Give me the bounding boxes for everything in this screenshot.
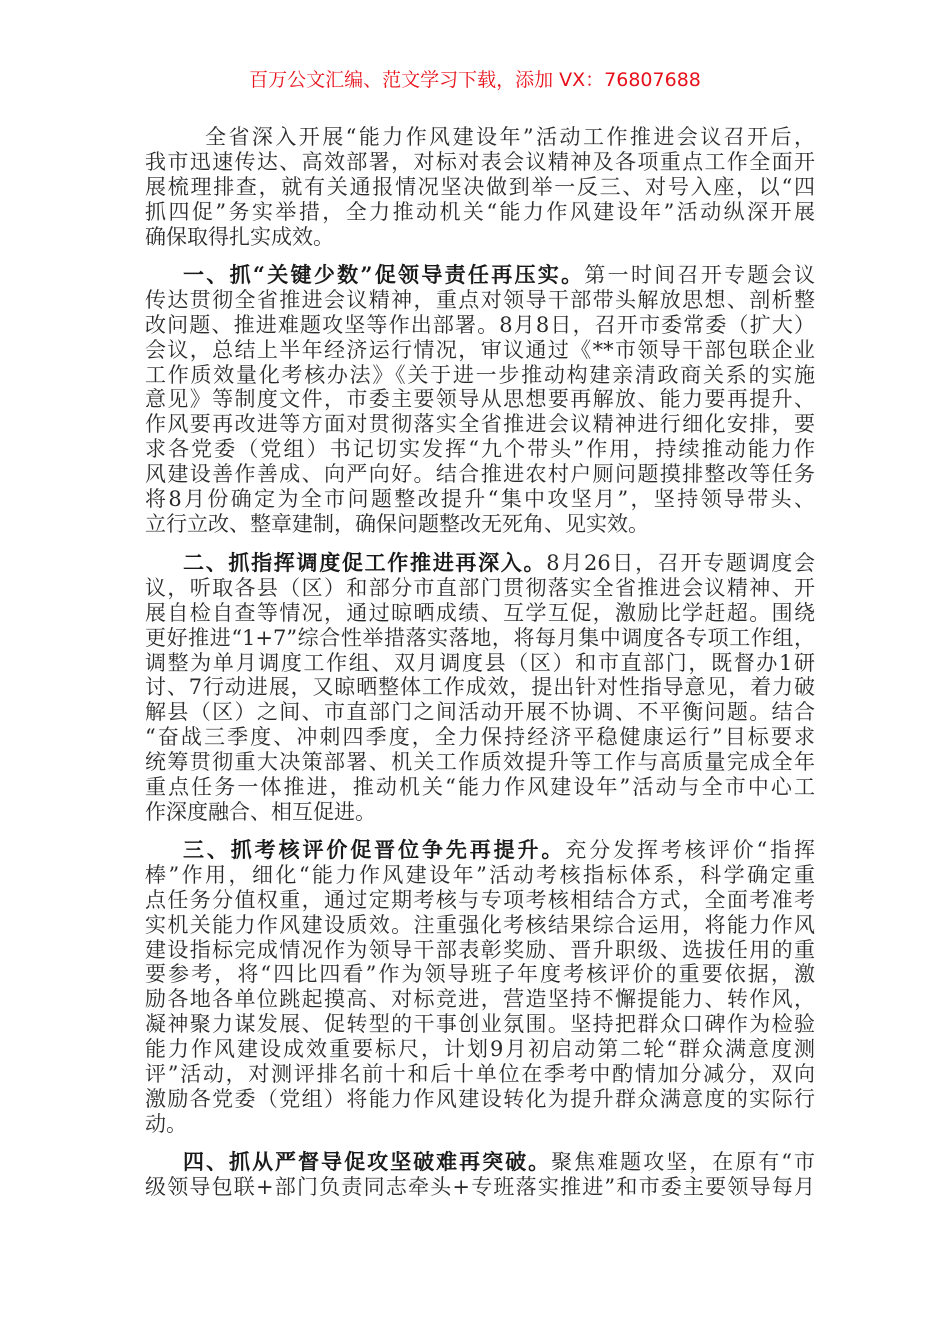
line-text: 重点任务一体推进，推动机关“能力作风建设年”活动与全市中心工 <box>145 775 815 800</box>
text-line <box>145 437 815 462</box>
text-line <box>145 626 815 651</box>
line-text: “奋战三季度、冲刺四季度，全力保持经济平稳健康运行”目标要求 <box>145 725 815 750</box>
section-paragraph <box>145 551 815 825</box>
text-line <box>145 962 815 987</box>
text-line <box>145 1112 815 1137</box>
section-heading: 二、抓指挥调度促工作推进再深入。 <box>183 550 547 575</box>
line-text: 棒”作用，细化“能力作风建设年”活动考核指标体系，科学确定重 <box>145 862 815 887</box>
line-text: 全省深入开展“能力作风建设年”活动工作推进会议召开后， <box>205 125 815 149</box>
line-text: 工作质效量化考核办法》《关于进一步推动构建亲清政商关系的实施 <box>145 362 815 387</box>
line-text: 凝神聚力谋发展、促转型的干事创业氛围。坚持把群众口碑作为检验 <box>145 1012 815 1037</box>
text-line <box>145 125 815 150</box>
text-line <box>145 1037 815 1062</box>
text-line <box>145 1150 815 1175</box>
text-line <box>145 200 815 225</box>
text-line <box>145 700 815 725</box>
line-text: 8月26日，召开专题调度会 <box>546 551 815 575</box>
line-text: 统筹贯彻重大决策部署、机关工作质效提升等工作与高质量完成全年 <box>145 750 815 775</box>
text-line <box>145 1062 815 1087</box>
text-line <box>145 775 815 800</box>
text-line <box>145 1087 815 1112</box>
line-text: 动。 <box>145 1111 187 1136</box>
text-line <box>145 288 815 313</box>
line-text: 解县（区）之间、市直部门之间活动开展不协调、不平衡问题。结合 <box>145 700 815 725</box>
text-line <box>145 913 815 938</box>
text-line <box>145 1012 815 1037</box>
text-line <box>145 800 815 825</box>
line-text: 更好推进“1+7”综合性举措落实落地，将每月集中调度各专项工作组， <box>145 625 815 650</box>
line-text: 抓四促”务实举措，全力推动机关“能力作风建设年”活动纵深开展 <box>145 199 815 224</box>
text-line <box>145 725 815 750</box>
text-line <box>145 838 815 863</box>
text-line <box>145 363 815 388</box>
line-text: 将8月份确定为全市问题整改提升“集中攻坚月”，坚持领导带头、 <box>145 487 815 512</box>
line-text: 第一时间召开专题会议 <box>584 263 815 287</box>
line-text: 聚焦难题攻坚，在原有“市 <box>551 1150 815 1174</box>
text-line <box>145 1175 815 1200</box>
text-line <box>145 412 815 437</box>
line-text: 建设指标完成情况作为领导干部表彰奖励、晋升职级、选拔任用的重 <box>145 937 815 962</box>
intro-paragraph <box>145 125 815 249</box>
line-text: 意见》等制度文件，市委主要领导从思想要再解放、能力要再提升、 <box>145 387 815 412</box>
section-heading: 四、抓从严督导促攻坚破难再突破。 <box>183 1149 552 1174</box>
text-line <box>145 651 815 676</box>
line-text: 讨、7行动进展，又晾晒整体工作成效，提出针对性指导意见，着力破 <box>145 675 815 700</box>
line-text: 立行立改、整章建制，确保问题整改无死角、见实效。 <box>145 511 649 536</box>
text-line <box>145 863 815 888</box>
download-banner: 百万公文汇编、范文学习下载，添加 VX：76807688 <box>249 69 701 91</box>
text-line <box>145 938 815 963</box>
text-line <box>145 487 815 512</box>
text-line <box>145 462 815 487</box>
line-text: 会议，总结上半年经济运行情况，审议通过《**市领导干部包联企业 <box>145 337 815 362</box>
line-text: 展自检自查等情况，通过晾晒成绩、互学互促，激励比学赶超。围绕 <box>145 600 815 625</box>
text-line <box>145 263 815 288</box>
line-text: 点任务分值权重，通过定期考核与专项考核相结合方式，全面考准考 <box>145 887 815 912</box>
line-text: 确保取得扎实成效。 <box>145 224 334 249</box>
section-heading: 三、抓考核评价促晋位争先再提升。 <box>183 837 566 862</box>
text-line <box>145 387 815 412</box>
line-text: 我市迅速传达、高效部署，对标对表会议精神及各项重点工作全面开 <box>145 149 815 174</box>
text-line <box>145 551 815 576</box>
text-line <box>145 313 815 338</box>
line-text: 级领导包联+部门负责同志牵头+专班落实推进”和市委主要领导每月 <box>145 1174 815 1199</box>
line-text: 励各地各单位跳起摸高、对标竞进，营造坚持不懈提能力、转作风， <box>145 987 815 1012</box>
line-text: 作深度融合、相互促进。 <box>145 799 376 824</box>
section-paragraph <box>145 1150 815 1200</box>
text-line <box>145 987 815 1012</box>
text-line <box>145 225 815 250</box>
text-line <box>145 175 815 200</box>
line-text: 激励各党委（党组）将能力作风建设转化为提升群众满意度的实际行 <box>145 1086 815 1111</box>
section-heading: 一、抓“关键少数”促领导责任再压实。 <box>183 262 585 287</box>
line-text: 评”活动，对测评排名前十和后十单位在季考中酌情加分减分，双向 <box>145 1062 815 1087</box>
text-line <box>145 601 815 626</box>
line-text: 作风要再改进等方面对贯彻落实全省推进会议精神进行细化安排，要 <box>145 412 815 437</box>
line-text: 能力作风建设成效重要标尺，计划9月初启动第二轮“群众满意度测 <box>145 1037 815 1062</box>
text-line <box>145 338 815 363</box>
text-line <box>145 512 815 537</box>
line-text: 充分发挥考核评价“指挥 <box>565 838 815 862</box>
section-paragraph <box>145 838 815 1137</box>
text-line <box>145 888 815 913</box>
text-line <box>145 150 815 175</box>
text-line <box>145 750 815 775</box>
line-text: 改问题、推进难题攻坚等作出部署。8月8日，召开市委常委（扩大） <box>145 312 815 337</box>
text-line <box>145 576 815 601</box>
text-line <box>145 675 815 700</box>
line-text: 议，听取各县（区）和部分市直部门贯彻落实全省推进会议精神、开 <box>145 575 815 600</box>
line-text: 求各党委（党组）书记切实发挥“九个带头”作用，持续推动能力作 <box>145 437 815 462</box>
line-text: 传达贯彻全省推进会议精神，重点对领导干部带头解放思想、剖析整 <box>145 287 815 312</box>
section-paragraph <box>145 263 815 537</box>
line-text: 风建设善作善成、向严向好。结合推进农村户厕问题摸排整改等任务 <box>145 462 815 487</box>
line-text: 实机关能力作风建设质效。注重强化考核结果综合运用，将能力作风 <box>145 912 815 937</box>
line-text: 要参考，将“四比四看”作为领导班子年度考核评价的重要依据，激 <box>145 962 815 987</box>
line-text: 展梳理排查，就有关通报情况坚决做到举一反三、对号入座，以“四 <box>145 174 815 199</box>
line-text: 调整为单月调度工作组、双月调度县（区）和市直部门，既督办1研 <box>145 650 815 675</box>
